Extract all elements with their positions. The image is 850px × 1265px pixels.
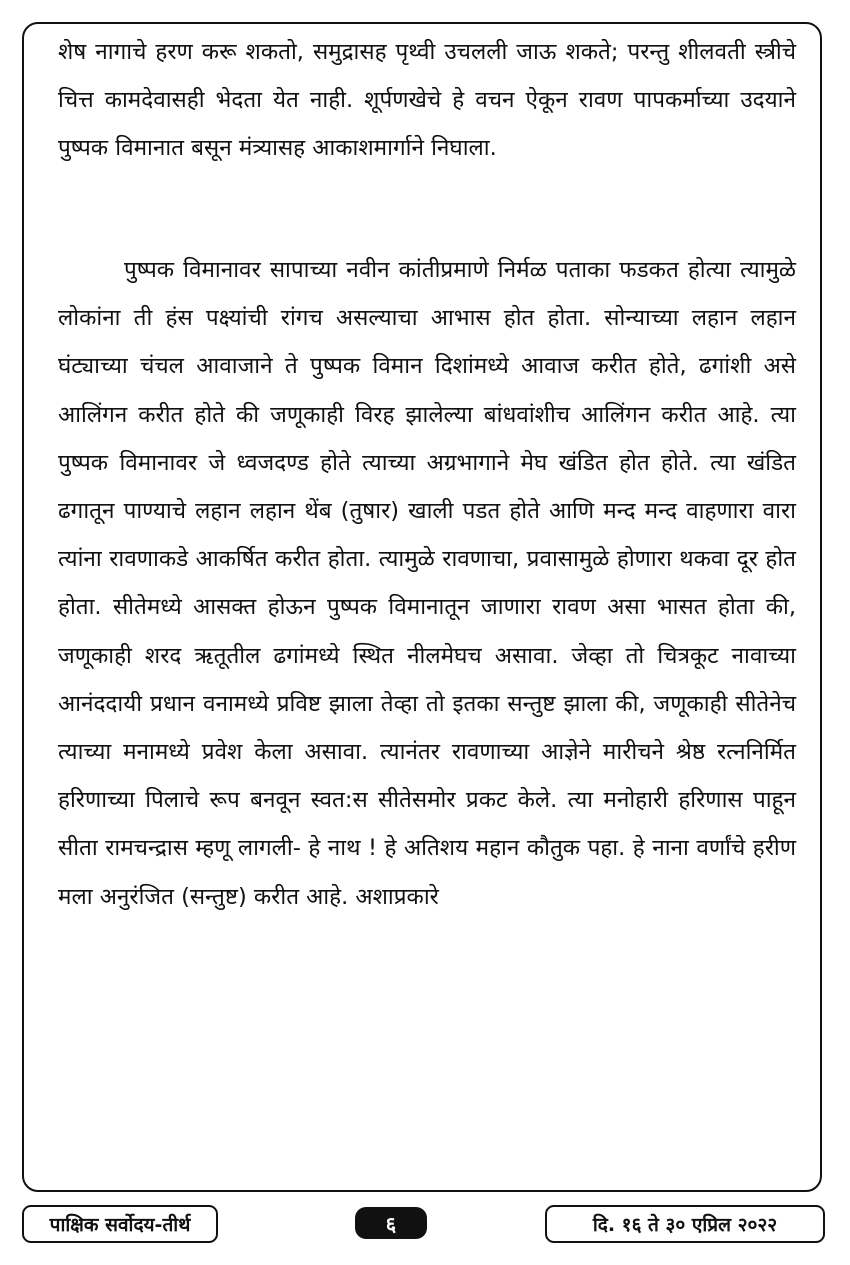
page-number: ६ <box>355 1207 427 1239</box>
publication-name: पाक्षिक सर्वोदय-तीर्थ <box>22 1205 218 1243</box>
issue-date: दि. १६ ते ३० एप्रिल २०२२ <box>545 1205 825 1243</box>
paragraph-1: शेष नागाचे हरण करू शकतो, समुद्रासह पृथ्वी उचलली जाऊ शकते; परन्तु शीलवती स्त्रीचे चित्त कामदेवासही भेदता येत नाही. शूर्पणखेचे हे वचन ऐकून रावण पापकर्माच्या उदयाने पुष्पक विमानात बसून मंत्र्यासह आकाशमार्गाने निघाला. <box>58 39 796 162</box>
paragraph-2: पुष्पक विमानावर सापाच्या नवीन कांतीप्रमाणे निर्मळ पताका फडकत होत्या त्यामुळे लोकांना ती हंस पक्ष्यांची रांगच असल्याचा आभास होत होता. सोन्याच्या लहान लहान घंट्याच्या चंचल आवाजाने ते पुष्पक विमान दिशांमध्ये आवाज करीत होते, ढगांशी असे आलिंगन करीत होते की जणूकाही विरह झालेल्या बांधवांशीच आलिंगन करीत आहे. त्या पुष्पक विमानावर जे ध्वजदण्ड होते त्याच्या अग्रभागाने मेघ खंडित होत होते. त्या खंडित ढगातून पाण्याचे लहान लहान थेंब (तुषार) खाली पडत होते आणि मन्द मन्द वाहणारा वारा त्यांना रावणाकडे आकर्षित करीत होता. त्यामुळे रावणाचा, प्रवासामुळे होणारा थकवा दूर होत होता. सीतेमध्ये आसक्त होऊन पुष्पक विमानातून जाणारा रावण असा भासत होता की, जणूकाही शरद ऋतूतील ढगांमध्ये स्थित नीलमेघच असावा. जेव्हा तो चित्रकूट नावाच्या आनंददायी प्रधान वनामध्ये प्रविष्ट झाला तेव्हा तो इतका सन्तुष्ट झाला की, जणूकाही सीतेनेच त्याच्या मनामध्ये प्रवेश केला असावा. त्यानंतर रावणाच्या आज्ञेने मारीचने श्रेष्ठ रत्ननिर्मित हरिणाच्या पिलाचे रूप बनवून स्वत:स सीतेसमोर प्रकट केले. त्या मनोहारी हरिणास पाहून सीता रामचन्द्रास म्हणू लागली- हे नाथ ! हे अतिशय महान कौतुक पहा. हे नाना वर्णांचे हरीण मला अनुरंजित (सन्तुष्ट) करीत आहे. अशाप्रकारे <box>58 257 796 910</box>
